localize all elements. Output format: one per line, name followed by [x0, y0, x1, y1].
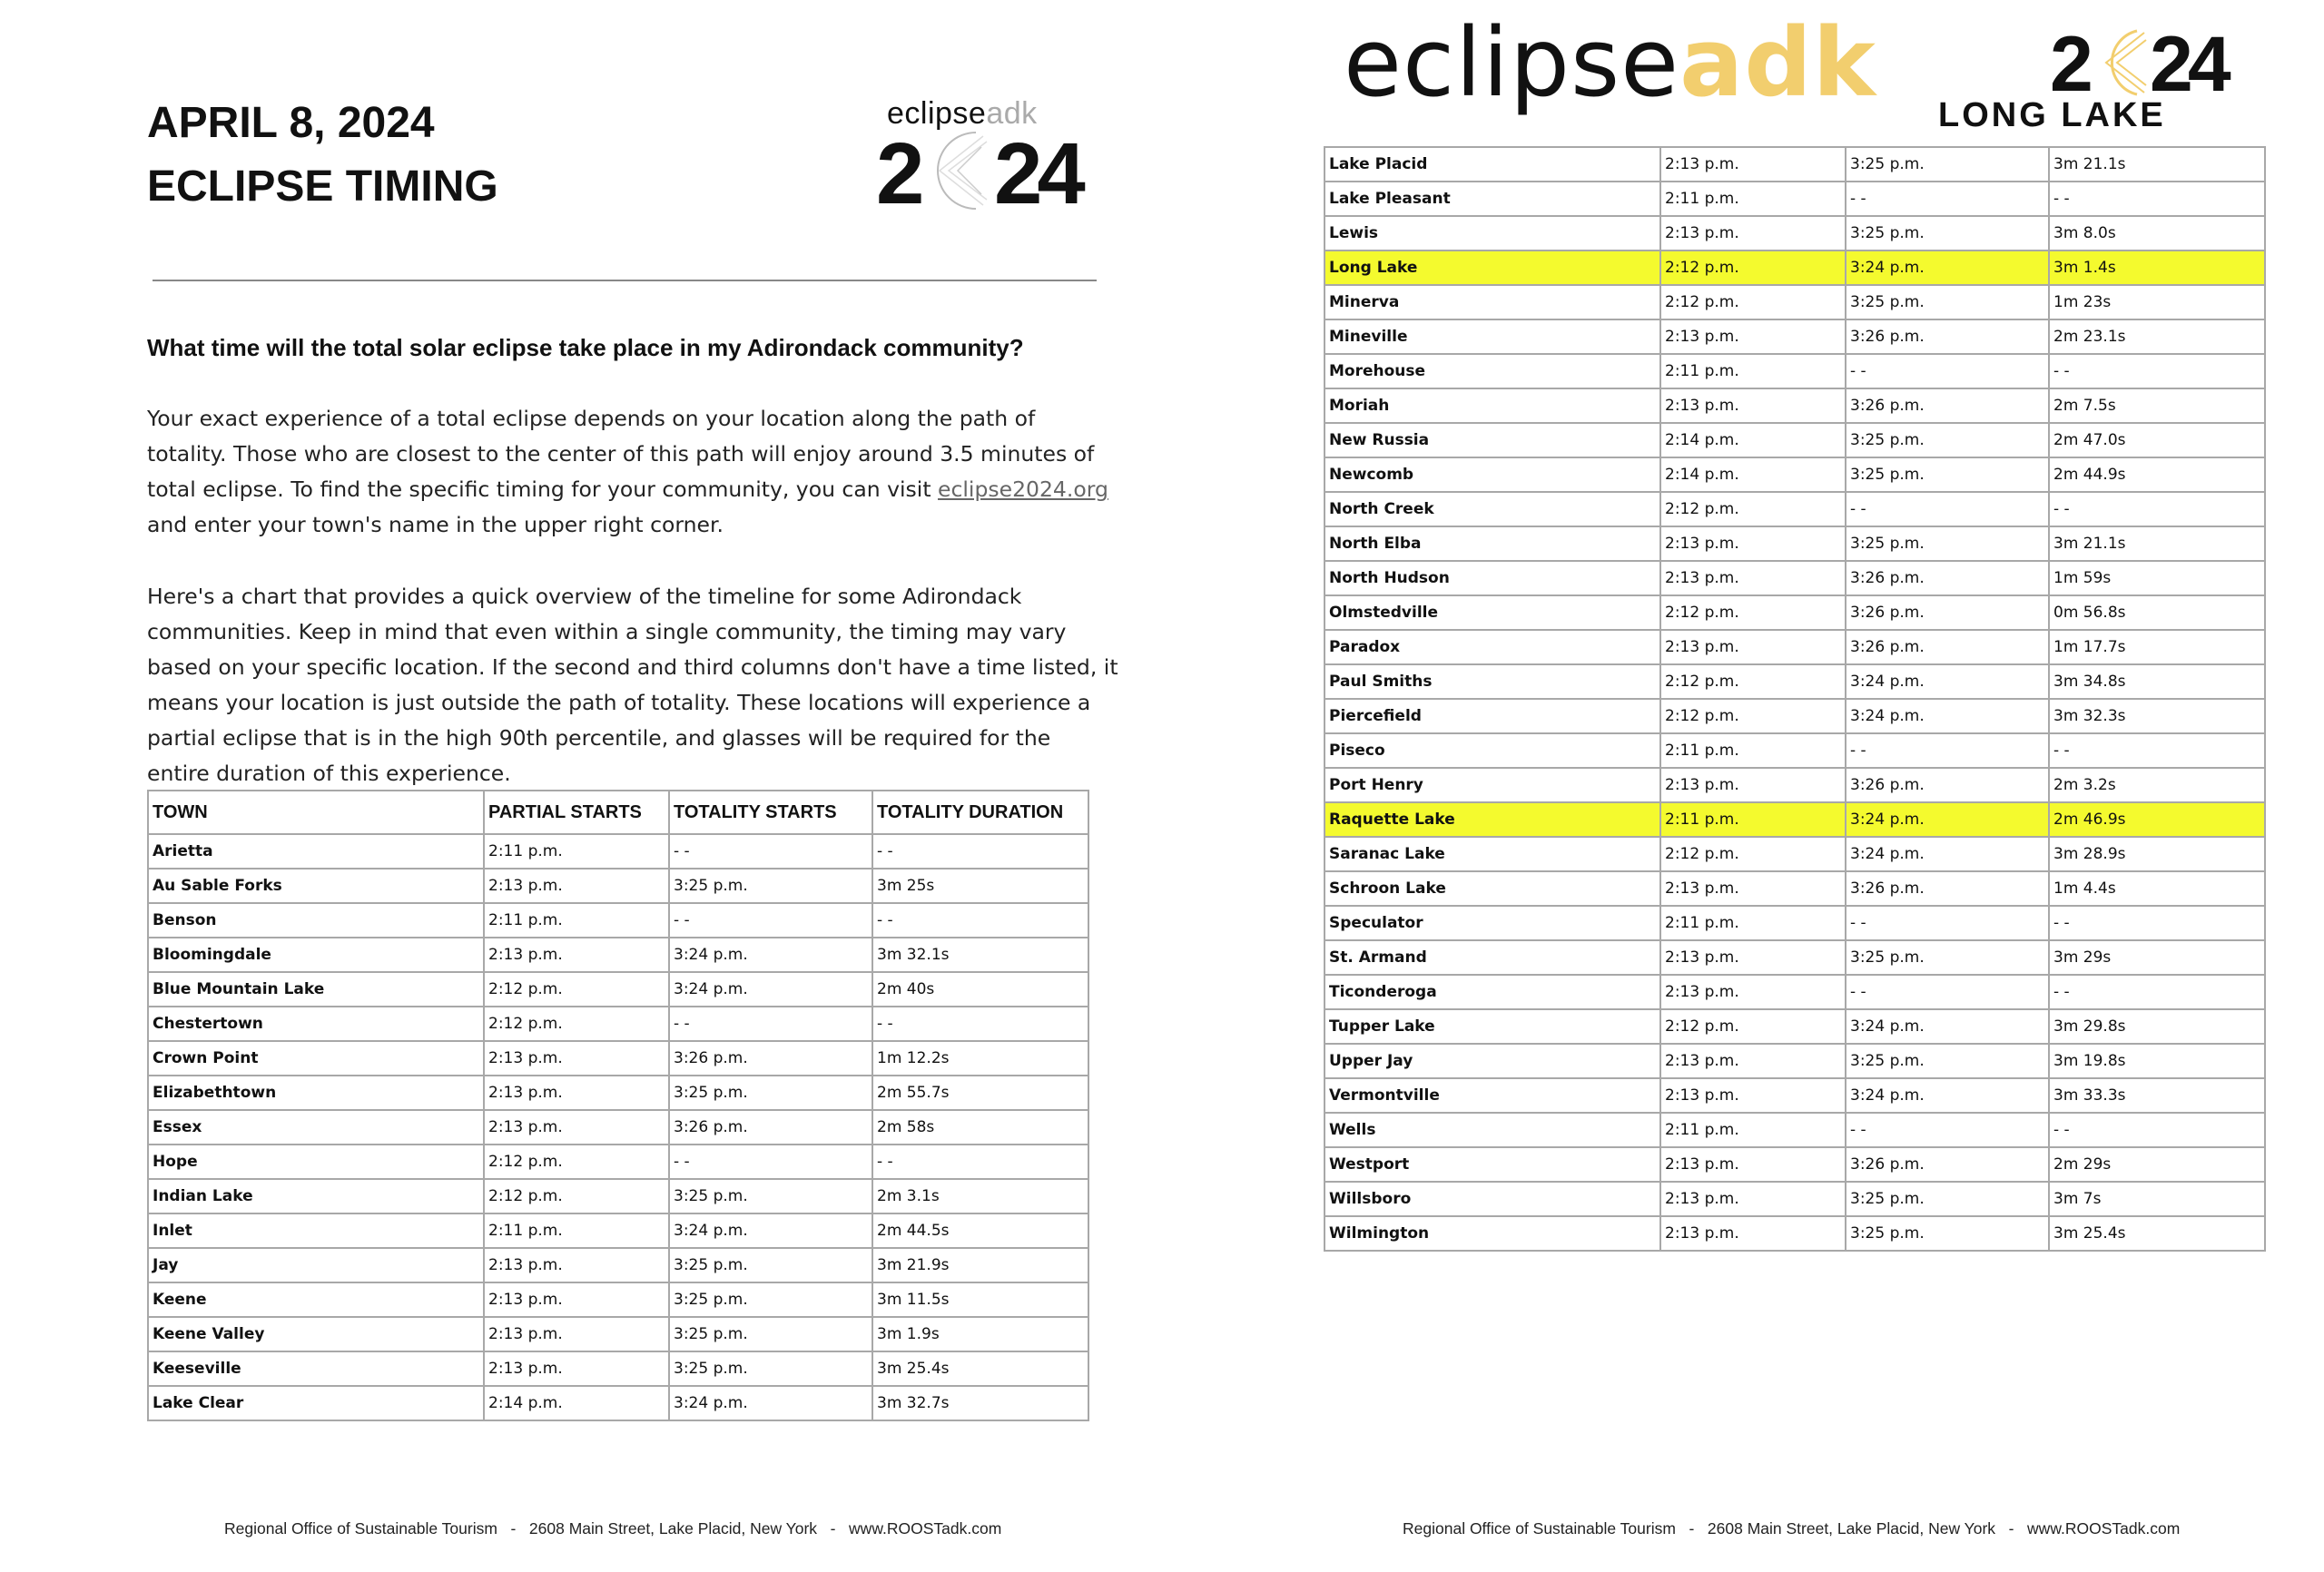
cell-totality-duration: 3m 25.4s [872, 1351, 1088, 1386]
cell-totality-starts: 3:26 p.m. [1846, 561, 2049, 595]
cell-partial-starts: 2:11 p.m. [1660, 906, 1846, 940]
cell-totality-duration: - - [2049, 354, 2265, 388]
cell-partial-starts: 2:11 p.m. [484, 903, 669, 938]
cell-totality-starts: - - [669, 1145, 872, 1179]
logo-wordmark: eclipseadk [887, 96, 1038, 131]
eclipse-adk-logo-long-lake [1344, 7, 2251, 139]
cell-partial-starts: 2:13 p.m. [1660, 940, 1846, 975]
cell-totality-duration: 1m 17.7s [2049, 630, 2265, 664]
cell-totality-starts: 3:25 p.m. [1846, 423, 2049, 457]
cell-partial-starts: 2:13 p.m. [484, 1110, 669, 1145]
cell-partial-starts: 2:14 p.m. [1660, 423, 1846, 457]
cell-totality-starts: 3:26 p.m. [1846, 768, 2049, 802]
cell-town: Vermontville [1324, 1078, 1660, 1113]
cell-town: Keene Valley [148, 1317, 484, 1351]
cell-partial-starts: 2:13 p.m. [1660, 1044, 1846, 1078]
cell-town: Raquette Lake [1324, 802, 1660, 837]
cell-totality-duration: 3m 34.8s [2049, 664, 2265, 699]
cell-partial-starts: 2:11 p.m. [1660, 182, 1846, 216]
cell-partial-starts: 2:13 p.m. [1660, 1216, 1846, 1251]
cell-partial-starts: 2:13 p.m. [1660, 561, 1846, 595]
cell-town: Ticonderoga [1324, 975, 1660, 1009]
question-heading: What time will the total solar eclipse take place in my Adirondack community? [147, 334, 1024, 361]
cell-totality-duration: 3m 29.8s [2049, 1009, 2265, 1044]
cell-partial-starts: 2:13 p.m. [484, 869, 669, 903]
cell-totality-starts: 3:25 p.m. [1846, 457, 2049, 492]
cell-totality-duration: 2m 46.9s [2049, 802, 2265, 837]
table-row [1324, 699, 2265, 733]
table-row [1324, 251, 2265, 285]
cell-town: Upper Jay [1324, 1044, 1660, 1078]
header-totality-duration: TOTALITY DURATION [872, 791, 1088, 834]
cell-totality-starts: 3:25 p.m. [669, 869, 872, 903]
cell-partial-starts: 2:13 p.m. [484, 1317, 669, 1351]
cell-totality-duration: 2m 47.0s [2049, 423, 2265, 457]
cell-partial-starts: 2:13 p.m. [484, 938, 669, 972]
logo-year-digit-2: 2 [876, 125, 925, 214]
cell-totality-duration: 1m 59s [2049, 561, 2265, 595]
cell-town: Olmstedville [1324, 595, 1660, 630]
table-row [1324, 561, 2265, 595]
cell-partial-starts: 2:11 p.m. [1660, 802, 1846, 837]
cell-partial-starts: 2:13 p.m. [484, 1041, 669, 1076]
footer-left: Regional Office of Sustainable Tourism - 2608 Main Street, Lake Placid, New York - www.ROOSTadk.com [224, 1519, 1002, 1538]
cell-totality-duration: 3m 1.9s [872, 1317, 1088, 1351]
cell-partial-starts: 2:13 p.m. [1660, 1147, 1846, 1182]
cell-totality-duration: 1m 12.2s [872, 1041, 1088, 1076]
cell-town: North Elba [1324, 526, 1660, 561]
cell-town: Long Lake [1324, 251, 1660, 285]
heading-date: APRIL 8, 2024 [147, 99, 435, 147]
cell-town: Paradox [1324, 630, 1660, 664]
timing-table-left-body [148, 834, 1088, 1420]
table-row [1324, 1078, 2265, 1113]
cell-totality-duration: 2m 23.1s [2049, 319, 2265, 354]
cell-town: Newcomb [1324, 457, 1660, 492]
logo-year-graphic [876, 123, 1112, 214]
table-row [1324, 906, 2265, 940]
cell-totality-starts: 3:24 p.m. [669, 1386, 872, 1420]
cell-totality-duration: 2m 3.1s [872, 1179, 1088, 1213]
table-row [1324, 595, 2265, 630]
table-row [148, 869, 1088, 903]
cell-town: Wilmington [1324, 1216, 1660, 1251]
cell-totality-duration: - - [872, 903, 1088, 938]
table-row [1324, 182, 2265, 216]
chart-explanation-paragraph: Here's a chart that provides a quick overview of the timeline for some Adirondack communities. Keep in mind that even within a single community, the timing may vary based on your specific location. If the second and third columns don't have a time listed, it means your location is just outside the path of totality. These locations will experience a partial eclipse that is in the high 90th percentile, and glasses will be required for the entire duration of this experience. [147, 584, 1118, 786]
cell-totality-starts: 3:24 p.m. [1846, 251, 2049, 285]
cell-totality-starts: 3:24 p.m. [1846, 802, 2049, 837]
cell-partial-starts: 2:11 p.m. [484, 834, 669, 869]
cell-partial-starts: 2:11 p.m. [1660, 1113, 1846, 1147]
cell-partial-starts: 2:12 p.m. [1660, 664, 1846, 699]
cell-totality-duration: - - [2049, 906, 2265, 940]
cell-totality-duration: - - [2049, 975, 2265, 1009]
table-row [148, 1041, 1088, 1076]
cell-partial-starts: 2:12 p.m. [1660, 492, 1846, 526]
cell-town: Speculator [1324, 906, 1660, 940]
cell-totality-duration: 2m 29s [2049, 1147, 2265, 1182]
cell-partial-starts: 2:12 p.m. [1660, 1009, 1846, 1044]
cell-partial-starts: 2:13 p.m. [1660, 388, 1846, 423]
cell-partial-starts: 2:11 p.m. [1660, 733, 1846, 768]
table-row [148, 972, 1088, 1007]
table-row [148, 1213, 1088, 1248]
cell-totality-starts: 3:25 p.m. [1846, 1044, 2049, 1078]
cell-partial-starts: 2:13 p.m. [484, 1351, 669, 1386]
logo-wordmark-large: eclipseadk [1344, 7, 1876, 118]
cell-town: Lake Placid [1324, 147, 1660, 182]
table-row [1324, 388, 2265, 423]
cell-town: Paul Smiths [1324, 664, 1660, 699]
table-row [1324, 768, 2265, 802]
table-row [148, 1145, 1088, 1179]
cell-totality-duration: - - [2049, 1113, 2265, 1147]
cell-town: Essex [148, 1110, 484, 1145]
table-row [1324, 940, 2265, 975]
cell-town: Morehouse [1324, 354, 1660, 388]
divider-rule [153, 280, 1097, 281]
cell-totality-starts: - - [669, 834, 872, 869]
cell-town: Chestertown [148, 1007, 484, 1041]
table-row [148, 1248, 1088, 1282]
table-row [1324, 457, 2265, 492]
table-row [1324, 630, 2265, 664]
cell-town: Schroon Lake [1324, 871, 1660, 906]
cell-totality-starts: 3:25 p.m. [669, 1317, 872, 1351]
cell-totality-starts: 3:25 p.m. [669, 1282, 872, 1317]
cell-totality-starts: 3:25 p.m. [1846, 940, 2049, 975]
cell-totality-duration: 3m 25s [872, 869, 1088, 903]
cell-town: Lewis [1324, 216, 1660, 251]
cell-totality-starts: - - [1846, 492, 2049, 526]
cell-totality-duration: 3m 32.1s [872, 938, 1088, 972]
cell-partial-starts: 2:13 p.m. [1660, 216, 1846, 251]
cell-town: Lake Clear [148, 1386, 484, 1420]
cell-town: Piercefield [1324, 699, 1660, 733]
timing-table-right-body [1324, 147, 2265, 1251]
cell-town: Elizabethtown [148, 1076, 484, 1110]
cell-totality-starts: 3:26 p.m. [669, 1041, 872, 1076]
cell-partial-starts: 2:13 p.m. [1660, 319, 1846, 354]
cell-totality-duration: 3m 7s [2049, 1182, 2265, 1216]
cell-totality-duration: - - [872, 834, 1088, 869]
cell-totality-duration: 2m 3.2s [2049, 768, 2265, 802]
cell-town: Blue Mountain Lake [148, 972, 484, 1007]
cell-town: Moriah [1324, 388, 1660, 423]
cell-totality-duration: 1m 23s [2049, 285, 2265, 319]
cell-partial-starts: 2:14 p.m. [484, 1386, 669, 1420]
cell-totality-duration: 2m 44.9s [2049, 457, 2265, 492]
cell-totality-duration: 3m 29s [2049, 940, 2265, 975]
cell-partial-starts: 2:11 p.m. [1660, 354, 1846, 388]
cell-town: Inlet [148, 1213, 484, 1248]
cell-totality-starts: 3:25 p.m. [669, 1248, 872, 1282]
table-row [148, 834, 1088, 869]
cell-partial-starts: 2:12 p.m. [484, 1179, 669, 1213]
cell-totality-starts: 3:25 p.m. [1846, 526, 2049, 561]
cell-totality-starts: 3:26 p.m. [1846, 1147, 2049, 1182]
cell-town: Keeseville [148, 1351, 484, 1386]
cell-partial-starts: 2:13 p.m. [484, 1282, 669, 1317]
header-town: TOWN [148, 791, 484, 834]
cell-totality-starts: 3:24 p.m. [669, 972, 872, 1007]
eclipse-sun-icon-large [2106, 31, 2146, 94]
table-row [148, 1076, 1088, 1110]
cell-totality-starts: - - [1846, 354, 2049, 388]
cell-totality-starts: 3:26 p.m. [1846, 319, 2049, 354]
cell-town: Au Sable Forks [148, 869, 484, 903]
cell-totality-duration: - - [872, 1007, 1088, 1041]
cell-partial-starts: 2:13 p.m. [1660, 871, 1846, 906]
cell-totality-starts: 3:24 p.m. [1846, 699, 2049, 733]
table-row [1324, 1009, 2265, 1044]
cell-partial-starts: 2:13 p.m. [484, 1076, 669, 1110]
cell-town: Jay [148, 1248, 484, 1282]
cell-totality-duration: 3m 19.8s [2049, 1044, 2265, 1078]
cell-totality-duration: 3m 8.0s [2049, 216, 2265, 251]
cell-totality-starts: 3:26 p.m. [669, 1110, 872, 1145]
cell-totality-duration: 3m 32.3s [2049, 699, 2265, 733]
cell-town: St. Armand [1324, 940, 1660, 975]
cell-partial-starts: 2:13 p.m. [1660, 768, 1846, 802]
eclipse2024-link[interactable]: eclipse2024.org [938, 477, 1108, 502]
eclipse-adk-logo-small [876, 96, 1112, 214]
cell-partial-starts: 2:13 p.m. [1660, 1078, 1846, 1113]
table-row [148, 1007, 1088, 1041]
cell-totality-starts: 3:24 p.m. [669, 1213, 872, 1248]
cell-totality-duration: 3m 21.9s [872, 1248, 1088, 1282]
cell-totality-starts: 3:26 p.m. [1846, 595, 2049, 630]
cell-partial-starts: 2:12 p.m. [1660, 699, 1846, 733]
cell-partial-starts: 2:14 p.m. [1660, 457, 1846, 492]
cell-partial-starts: 2:12 p.m. [1660, 837, 1846, 871]
cell-totality-duration: 3m 25.4s [2049, 1216, 2265, 1251]
table-row [1324, 1182, 2265, 1216]
table-row [1324, 1147, 2265, 1182]
cell-totality-duration: 2m 40s [872, 972, 1088, 1007]
cell-partial-starts: 2:13 p.m. [484, 1248, 669, 1282]
cell-partial-starts: 2:13 p.m. [1660, 526, 1846, 561]
logo-year-digits-24-large: 24 [2150, 25, 2226, 98]
cell-totality-duration: 3m 21.1s [2049, 147, 2265, 182]
cell-partial-starts: 2:12 p.m. [484, 972, 669, 1007]
table-row [1324, 802, 2265, 837]
cell-totality-duration: 1m 4.4s [2049, 871, 2265, 906]
cell-totality-starts: 3:24 p.m. [1846, 837, 2049, 871]
table-row [1324, 837, 2265, 871]
cell-partial-starts: 2:12 p.m. [1660, 251, 1846, 285]
cell-totality-duration: 2m 55.7s [872, 1076, 1088, 1110]
cell-totality-starts: 3:25 p.m. [669, 1076, 872, 1110]
table-row [1324, 216, 2265, 251]
cell-town: Arietta [148, 834, 484, 869]
cell-partial-starts: 2:13 p.m. [1660, 147, 1846, 182]
cell-totality-starts: - - [669, 903, 872, 938]
cell-town: Keene [148, 1282, 484, 1317]
eclipse-sun-icon [938, 133, 987, 209]
table-row [1324, 1216, 2265, 1251]
cell-totality-starts: - - [1846, 975, 2049, 1009]
cell-partial-starts: 2:13 p.m. [1660, 630, 1846, 664]
cell-partial-starts: 2:12 p.m. [1660, 285, 1846, 319]
table-row [1324, 664, 2265, 699]
cell-totality-starts: 3:26 p.m. [1846, 630, 2049, 664]
table-row [148, 903, 1088, 938]
cell-partial-starts: 2:12 p.m. [484, 1145, 669, 1179]
cell-town: Tupper Lake [1324, 1009, 1660, 1044]
cell-totality-starts: 3:25 p.m. [669, 1351, 872, 1386]
cell-totality-duration: 2m 58s [872, 1110, 1088, 1145]
table-row [148, 1386, 1088, 1420]
cell-totality-duration: - - [2049, 182, 2265, 216]
cell-totality-duration: 2m 44.5s [872, 1213, 1088, 1248]
cell-totality-duration: 3m 11.5s [872, 1282, 1088, 1317]
heading-title: ECLIPSE TIMING [147, 162, 498, 211]
table-row [148, 1317, 1088, 1351]
cell-totality-starts: 3:26 p.m. [1846, 871, 2049, 906]
cell-partial-starts: 2:11 p.m. [484, 1213, 669, 1248]
table-row [1324, 423, 2265, 457]
cell-totality-starts: 3:24 p.m. [669, 938, 872, 972]
cell-totality-starts: 3:25 p.m. [1846, 285, 2049, 319]
cell-totality-duration: 3m 28.9s [2049, 837, 2265, 871]
table-row [1324, 526, 2265, 561]
cell-town: North Hudson [1324, 561, 1660, 595]
logo-subtitle-long-lake: LONG LAKE [1938, 96, 2166, 134]
cell-totality-starts: - - [1846, 1113, 2049, 1147]
cell-town: New Russia [1324, 423, 1660, 457]
cell-totality-starts: - - [1846, 733, 2049, 768]
table-row [148, 938, 1088, 972]
cell-totality-duration: - - [2049, 492, 2265, 526]
cell-totality-starts: 3:25 p.m. [1846, 216, 2049, 251]
cell-partial-starts: 2:12 p.m. [484, 1007, 669, 1041]
cell-totality-starts: 3:26 p.m. [1846, 388, 2049, 423]
cell-totality-starts: - - [1846, 906, 2049, 940]
cell-partial-starts: 2:12 p.m. [1660, 595, 1846, 630]
cell-partial-starts: 2:13 p.m. [1660, 975, 1846, 1009]
table-row [1324, 1113, 2265, 1147]
intro-paragraph: Your exact experience of a total eclipse depends on your location along the path of totality. Those who are closest to the center of this path will enjoy around 3.5 minutes of total eclipse. To find the specific timing for your community, you can visit eclipse2024.org and enter your town's name in the upper right corner. [147, 406, 1108, 537]
timing-table-right [1324, 146, 2266, 1252]
table-header-row [148, 791, 1088, 834]
cell-town: Minerva [1324, 285, 1660, 319]
cell-totality-starts: 3:25 p.m. [1846, 1216, 2049, 1251]
cell-town: Mineville [1324, 319, 1660, 354]
table-row [1324, 871, 2265, 906]
cell-totality-duration: 3m 32.7s [872, 1386, 1088, 1420]
table-row [1324, 354, 2265, 388]
cell-totality-duration: - - [872, 1145, 1088, 1179]
table-row [1324, 147, 2265, 182]
cell-totality-duration: 3m 1.4s [2049, 251, 2265, 285]
cell-totality-starts: 3:25 p.m. [669, 1179, 872, 1213]
logo-year-graphic-large [2050, 25, 2250, 98]
cell-totality-duration: 3m 21.1s [2049, 526, 2265, 561]
cell-town: Port Henry [1324, 768, 1660, 802]
cell-totality-starts: 3:24 p.m. [1846, 664, 2049, 699]
timing-table-left [147, 790, 1089, 1421]
cell-town: North Creek [1324, 492, 1660, 526]
cell-totality-starts: - - [1846, 182, 2049, 216]
cell-town: Crown Point [148, 1041, 484, 1076]
table-row [1324, 285, 2265, 319]
logo-year-digits-24: 24 [994, 125, 1080, 214]
cell-totality-duration: 2m 7.5s [2049, 388, 2265, 423]
cell-town: Bloomingdale [148, 938, 484, 972]
cell-town: Lake Pleasant [1324, 182, 1660, 216]
cell-town: Westport [1324, 1147, 1660, 1182]
header-partial-starts: PARTIAL STARTS [484, 791, 669, 834]
cell-totality-starts: 3:24 p.m. [1846, 1078, 2049, 1113]
table-row [1324, 975, 2265, 1009]
cell-totality-duration: 3m 33.3s [2049, 1078, 2265, 1113]
table-row [1324, 492, 2265, 526]
cell-totality-duration: 0m 56.8s [2049, 595, 2265, 630]
footer-right: Regional Office of Sustainable Tourism - 2608 Main Street, Lake Placid, New York - www.ROOSTadk.com [1403, 1519, 2181, 1538]
cell-totality-starts: 3:25 p.m. [1846, 1182, 2049, 1216]
cell-town: Indian Lake [148, 1179, 484, 1213]
cell-totality-starts: - - [669, 1007, 872, 1041]
cell-town: Willsboro [1324, 1182, 1660, 1216]
cell-town: Wells [1324, 1113, 1660, 1147]
table-row [148, 1351, 1088, 1386]
table-row [1324, 1044, 2265, 1078]
cell-partial-starts: 2:13 p.m. [1660, 1182, 1846, 1216]
cell-town: Benson [148, 903, 484, 938]
table-row [148, 1179, 1088, 1213]
header-totality-starts: TOTALITY STARTS [669, 791, 872, 834]
cell-town: Hope [148, 1145, 484, 1179]
cell-totality-duration: - - [2049, 733, 2265, 768]
table-row [148, 1282, 1088, 1317]
table-row [1324, 319, 2265, 354]
cell-town: Piseco [1324, 733, 1660, 768]
cell-town: Saranac Lake [1324, 837, 1660, 871]
logo-year-digit-2-large: 2 [2050, 25, 2093, 98]
table-row [148, 1110, 1088, 1145]
cell-totality-starts: 3:25 p.m. [1846, 147, 2049, 182]
cell-totality-starts: 3:24 p.m. [1846, 1009, 2049, 1044]
table-row [1324, 733, 2265, 768]
